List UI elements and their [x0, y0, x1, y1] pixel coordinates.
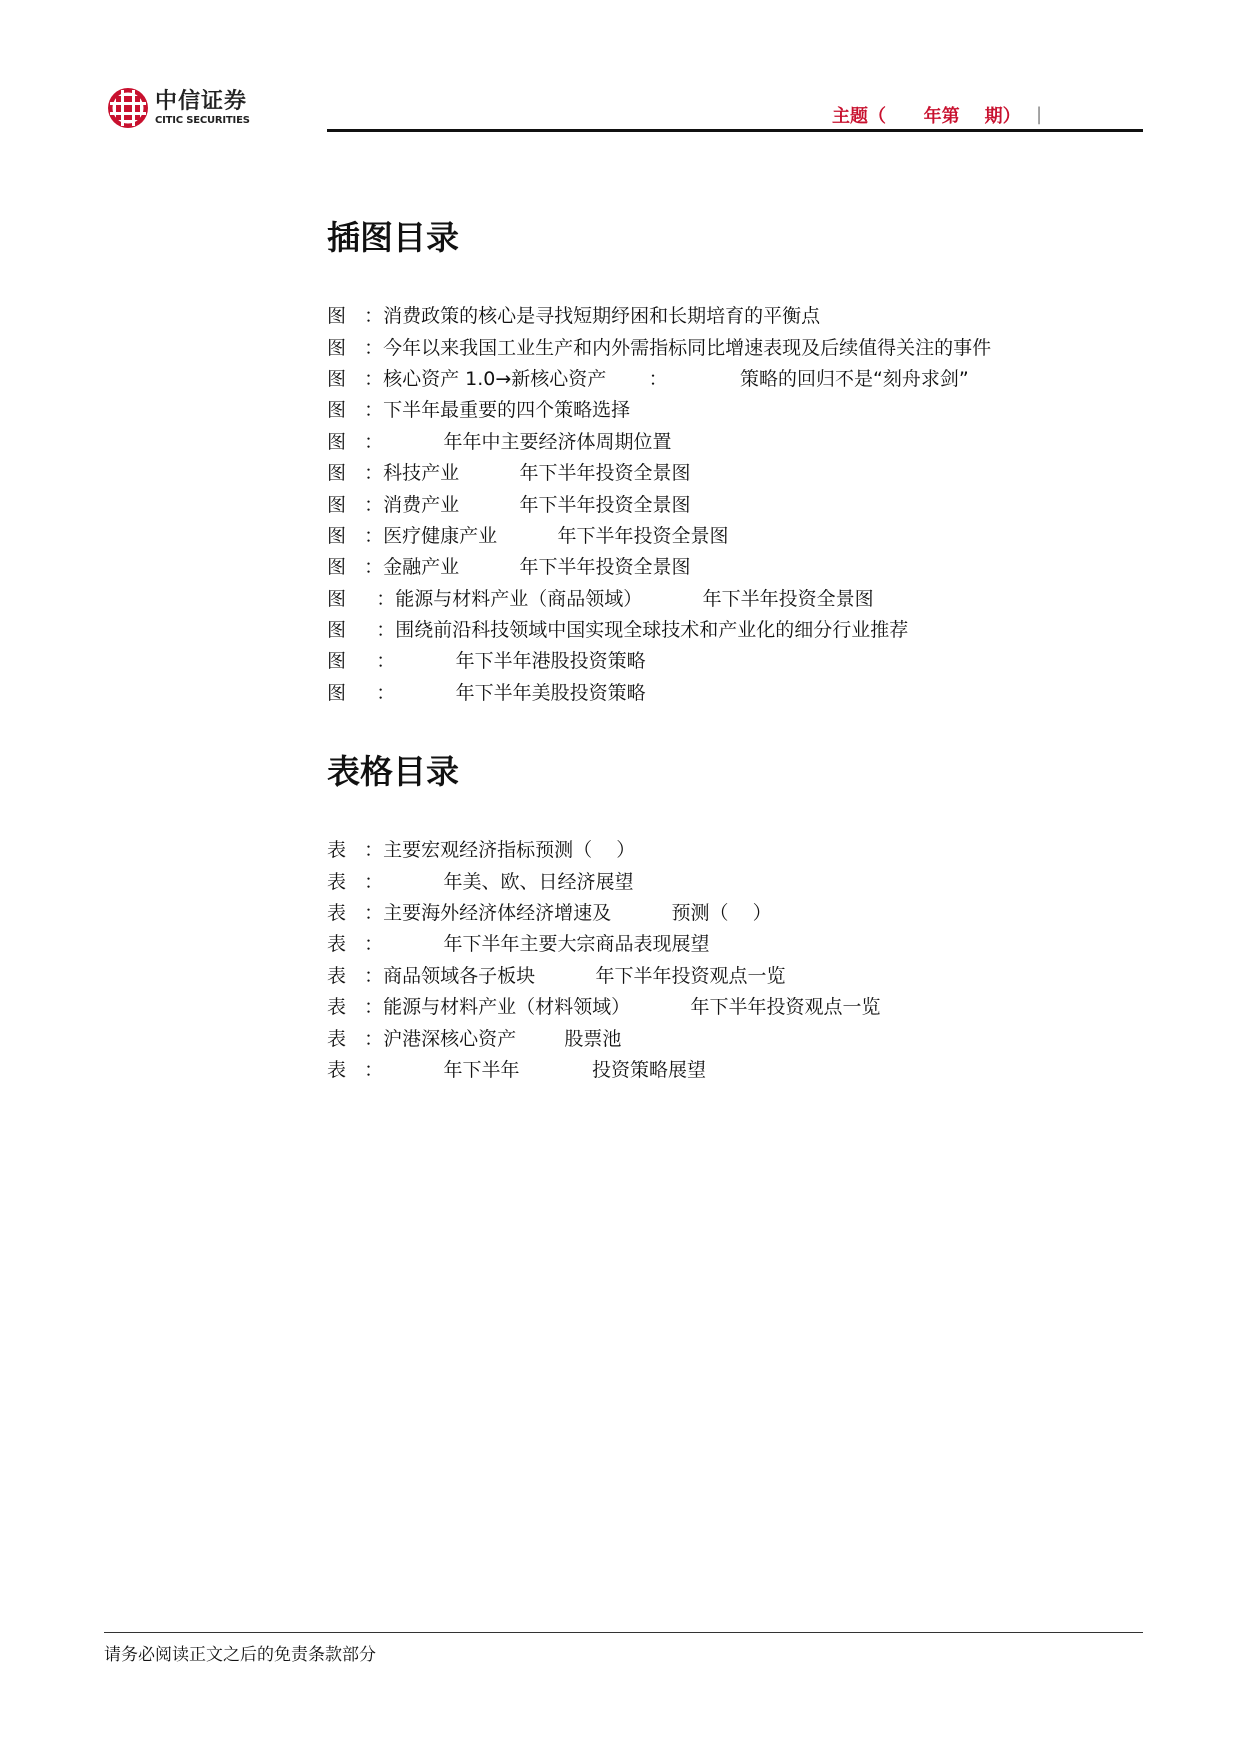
table-toc-item-label: 表 ： 年下半年主要大宗商品表现展望	[327, 933, 710, 956]
figure-toc-item[interactable]	[327, 582, 991, 613]
header-separator: |	[1036, 104, 1043, 125]
figure-toc-item-label: 图 ：核心资产 1.0→新核心资产 ： 策略的回归不是“刻舟求剑”	[327, 367, 969, 390]
figure-toc-item-label: 图 ：今年以来我国工业生产和内外需指标同比增速表现及后续值得关注的事件	[327, 336, 992, 359]
figure-toc-item[interactable]	[327, 676, 991, 707]
citic-securities-logo-icon	[107, 87, 149, 129]
tables-toc-title: 表格目录	[327, 752, 459, 791]
table-toc-item[interactable]	[327, 864, 881, 895]
table-toc-item[interactable]	[327, 1053, 881, 1084]
table-toc-item-label: 表 ：主要宏观经济指标预测（ ）	[327, 839, 636, 862]
figure-toc-item-label: 图 ：金融产业 年下半年投资全景图	[327, 556, 691, 579]
header-rule	[327, 129, 1143, 132]
figure-toc-item[interactable]	[327, 613, 991, 644]
table-toc-item-label: 表 ： 年美、欧、日经济展望	[327, 870, 634, 893]
figure-toc-item[interactable]	[327, 362, 991, 393]
table-toc-item[interactable]	[327, 990, 881, 1021]
figure-toc-item[interactable]	[327, 550, 991, 581]
table-toc-item[interactable]	[327, 959, 881, 990]
table-toc-item-label: 表 ：商品领域各子板块 年下半年投资观点一览	[327, 964, 786, 987]
figures-toc-title: 插图目录	[327, 218, 459, 257]
figure-toc-item-label: 图 ：医疗健康产业 年下半年投资全景图	[327, 524, 729, 547]
figure-toc-item[interactable]	[327, 393, 991, 424]
figure-toc-item[interactable]	[327, 519, 991, 550]
figure-toc-item[interactable]	[327, 487, 991, 518]
report-header-title: 主题（ 年第 期）	[832, 106, 1021, 127]
company-logo	[107, 86, 250, 130]
tables-toc-list	[327, 833, 881, 1084]
footer-disclaimer: 请务必阅读正文之后的免责条款部分	[104, 1645, 376, 1665]
footer-rule	[104, 1632, 1143, 1633]
figure-toc-item[interactable]	[327, 644, 991, 675]
figure-toc-item[interactable]	[327, 456, 991, 487]
figure-toc-item[interactable]	[327, 330, 991, 361]
figure-toc-item-label: 图 ：消费政策的核心是寻找短期纾困和长期培育的平衡点	[327, 305, 821, 328]
figure-toc-item-label: 图 ：能源与材料产业（商品领域） 年下半年投资全景图	[327, 587, 874, 610]
table-toc-item[interactable]	[327, 927, 881, 958]
figure-toc-item-label: 图 ： 年年中主要经济体周期位置	[327, 430, 672, 453]
table-toc-item[interactable]	[327, 1021, 881, 1052]
figures-toc-list	[327, 299, 991, 707]
logo-chinese-name: 中信证券	[155, 89, 248, 114]
figure-toc-item-label: 图 ：下半年最重要的四个策略选择	[327, 399, 631, 422]
table-toc-item-label: 表 ：能源与材料产业（材料领域） 年下半年投资观点一览	[327, 996, 881, 1019]
table-toc-item-label: 表 ：主要海外经济体经济增速及 预测（ ）	[327, 901, 772, 924]
figure-toc-item-label: 图 ： 年下半年美股投资策略	[327, 681, 646, 704]
figure-toc-item-label: 图 ：围绕前沿科技领域中国实现全球技术和产业化的细分行业推荐	[327, 619, 909, 642]
logo-english-name: CITIC SECURITIES	[155, 115, 250, 126]
table-toc-item-label: 表 ： 年下半年 投资策略展望	[327, 1058, 706, 1081]
table-toc-item[interactable]	[327, 896, 881, 927]
table-toc-item-label: 表 ：沪港深核心资产 股票池	[327, 1027, 622, 1050]
figure-toc-item-label: 图 ：消费产业 年下半年投资全景图	[327, 493, 691, 516]
figure-toc-item[interactable]	[327, 425, 991, 456]
table-toc-item[interactable]	[327, 833, 881, 864]
figure-toc-item-label: 图 ：科技产业 年下半年投资全景图	[327, 462, 691, 485]
figure-toc-item[interactable]	[327, 299, 991, 330]
figure-toc-item-label: 图 ： 年下半年港股投资策略	[327, 650, 646, 673]
